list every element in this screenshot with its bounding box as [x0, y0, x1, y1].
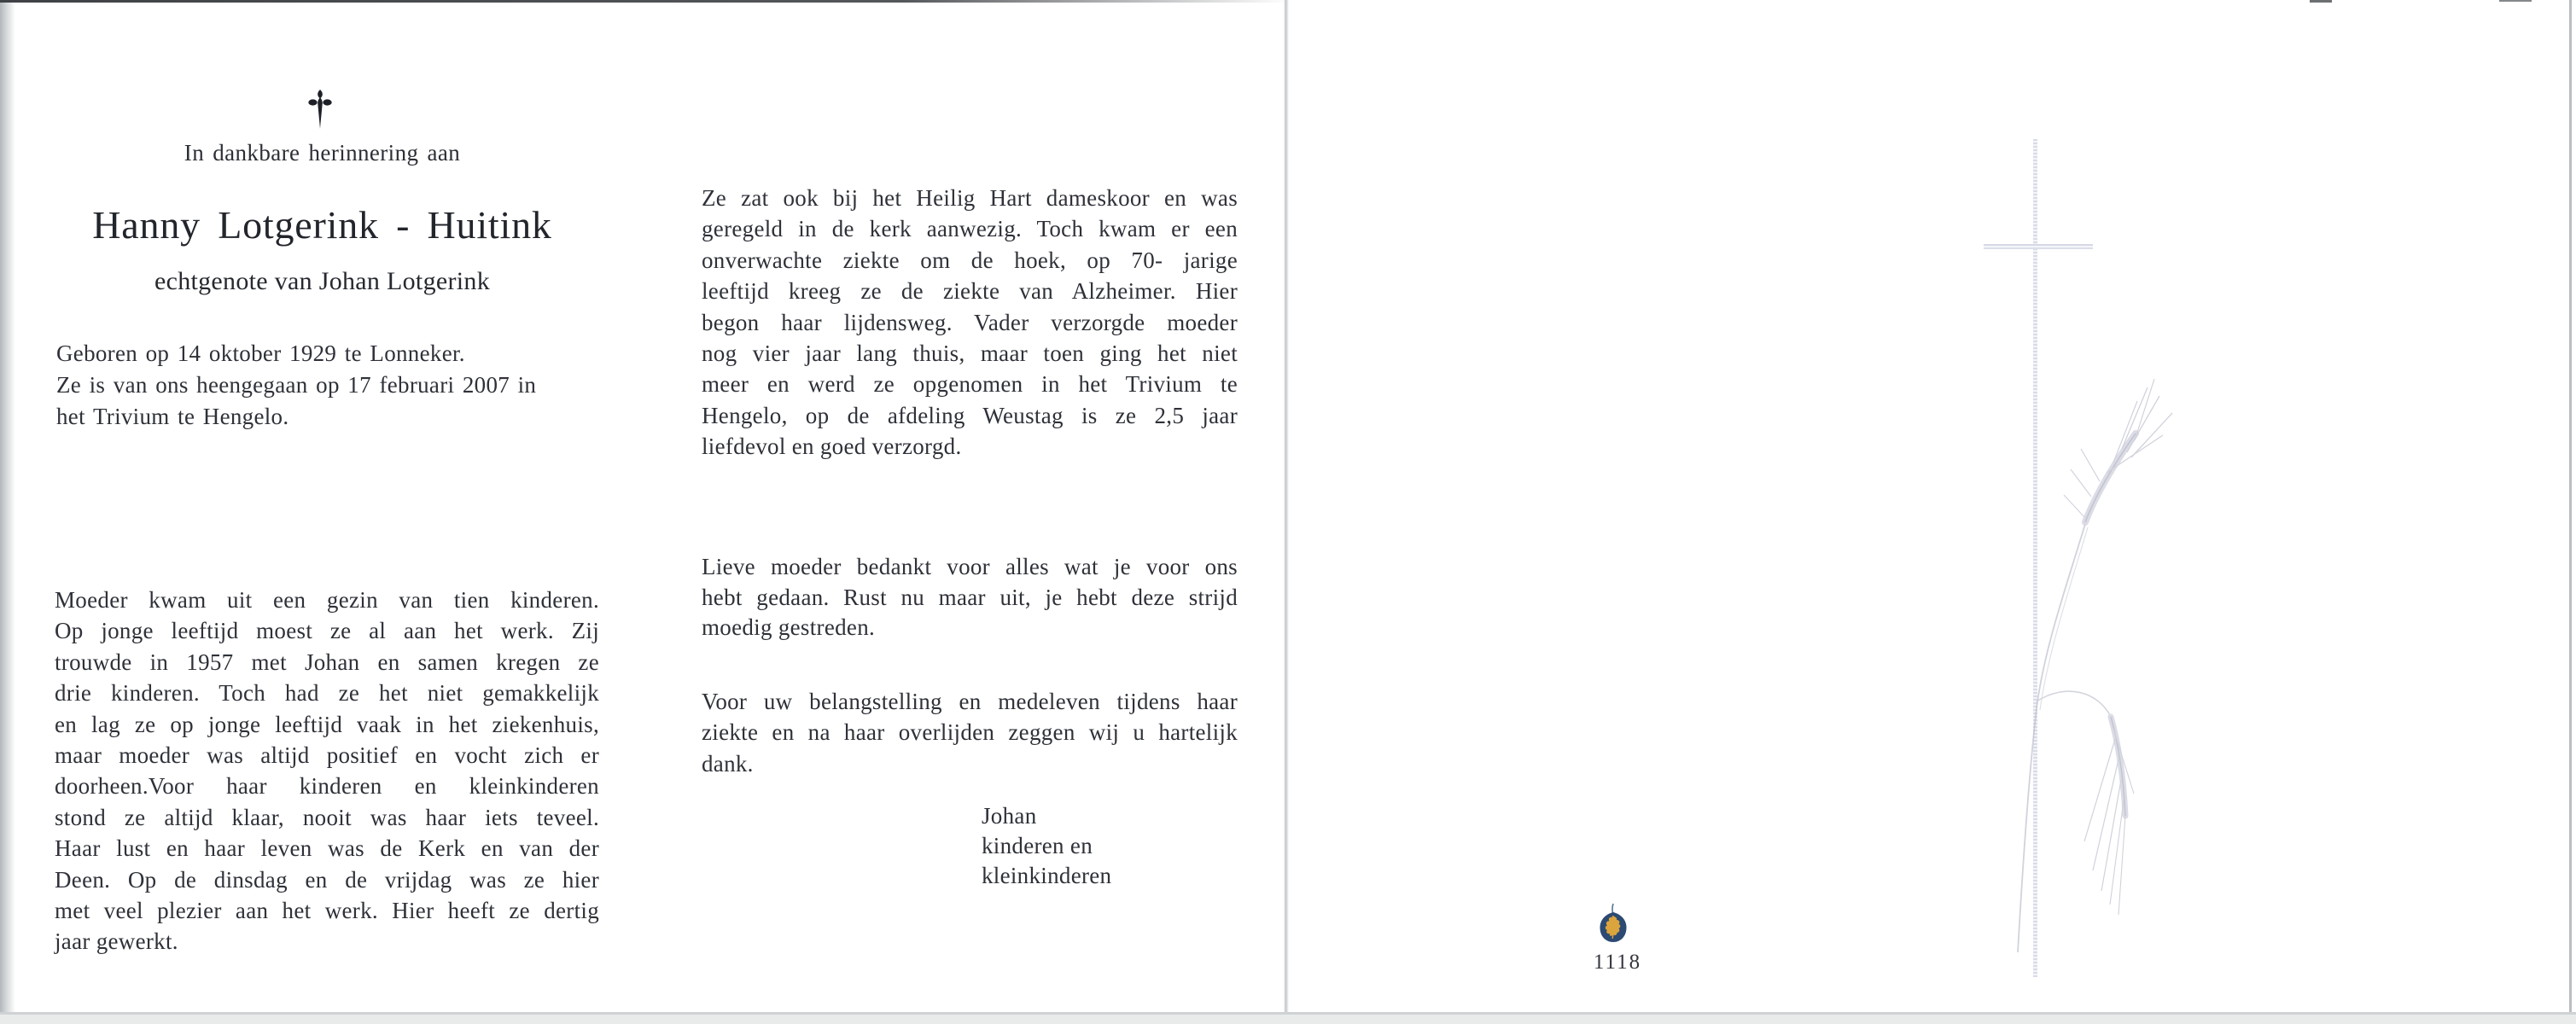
text-line: Johan — [982, 803, 1037, 829]
birth-death-text — [56, 338, 611, 433]
scan-right-edge-line — [2569, 0, 2572, 1015]
scan-speck — [2310, 0, 2332, 3]
text-line: hebt gedaan. Rust nu maar uit, je hebt deze strijd — [702, 584, 1238, 610]
text-line: maar moeder was altijd positief en vocht zich er — [55, 742, 599, 769]
text-line: kleinkinderen — [982, 862, 1112, 888]
text-line: Ze is van ons heengegaan op 17 februari 2007 in — [56, 372, 537, 398]
text-line: begon haar lijdensweg. Vader verzorgde moeder — [702, 309, 1238, 335]
text-line: Moeder kwam uit een gezin van tien kinderen. — [55, 587, 599, 613]
text-line: Geboren op 14 oktober 1929 te Lonneker. — [56, 340, 465, 366]
text-line: ziekte en na haar overlijden zeggen wij u hartelijk — [702, 719, 1238, 746]
biography-paragraph — [55, 585, 599, 957]
text-line: nog vier jaar lang thuis, maar toen ging het niet — [702, 340, 1238, 367]
text-line: Voor uw belangstelling en medeleven tijdens haar — [702, 689, 1238, 714]
card-number: 1118 — [1593, 951, 1642, 974]
text-line: Hengelo, op de afdeling Weustag is ze 2,5 jaar — [702, 402, 1238, 428]
text-line: doorheen.Voor haar kinderen en kleinkinderen — [55, 773, 599, 800]
text-line: onverwachte ziekte om de hoek, op 70- jarige — [702, 247, 1238, 273]
text-line: kinderen en — [982, 832, 1093, 858]
text-line: moedig gestreden. — [702, 614, 876, 641]
text-line: Haar lust en haar leven was de Kerk en van der — [55, 835, 599, 862]
scan-left-edge-shadow — [0, 0, 15, 1024]
text-line: jaar gewerkt. — [55, 928, 178, 955]
text-line: leeftijd kreeg ze de ziekte van Alzheimer. Hier — [702, 278, 1238, 305]
text-line: Ze zat ook bij het Heilig Hart dameskoor en was — [702, 185, 1238, 211]
deceased-name: Hanny Lotgerink - Huitink — [92, 203, 552, 247]
text-line: het Trivium te Hengelo. — [56, 404, 289, 429]
faint-cross-horizontal — [1984, 244, 2093, 250]
scan-speck — [2499, 0, 2532, 2]
thanks-paragraph — [702, 552, 1238, 643]
text-line: dank. — [702, 750, 754, 777]
oak-leaf-emblem-icon — [1594, 901, 1632, 951]
scan-top-edge-line — [0, 0, 1291, 3]
text-line: Deen. Op de dinsdag en de vrijdag was ze hier — [55, 866, 599, 893]
text-line: Lieve moeder bedankt voor alles wat je voor ons — [702, 554, 1238, 579]
acknowledgement-paragraph — [702, 686, 1238, 779]
memorial-intro: In dankbare herinnering aan — [184, 140, 461, 166]
wheat-sprig-artwork — [1955, 367, 2211, 1015]
text-line: stond ze altijd klaar, nooit was haar iets teveel. — [55, 804, 599, 830]
text-line: met veel plezier aan het werk. Hier heeft ze dertig — [55, 898, 599, 924]
signature-block — [982, 801, 1323, 890]
dagger-cross-icon — [303, 88, 337, 134]
scan-bottom-band — [0, 1015, 2576, 1024]
text-line: liefdevol en goed verzorgd. — [702, 433, 962, 460]
text-line: en lag ze op jonge leeftijd vaak in het ziekenhuis, — [55, 711, 599, 737]
text-line: meer en werd ze opgenomen in het Trivium te — [702, 371, 1238, 398]
spouse-line: echtgenote van Johan Lotgerink — [154, 267, 491, 295]
text-line: geregeld in de kerk aanwezig. Toch kwam er een — [702, 216, 1238, 242]
choir-paragraph — [702, 183, 1238, 463]
text-line: drie kinderen. Toch had ze het niet gemakkelijk — [55, 680, 599, 707]
text-line: trouwde in 1957 met Johan en samen kregen ze — [55, 649, 599, 675]
text-line: Op jonge leeftijd moest ze al aan het werk. Zij — [55, 618, 599, 644]
